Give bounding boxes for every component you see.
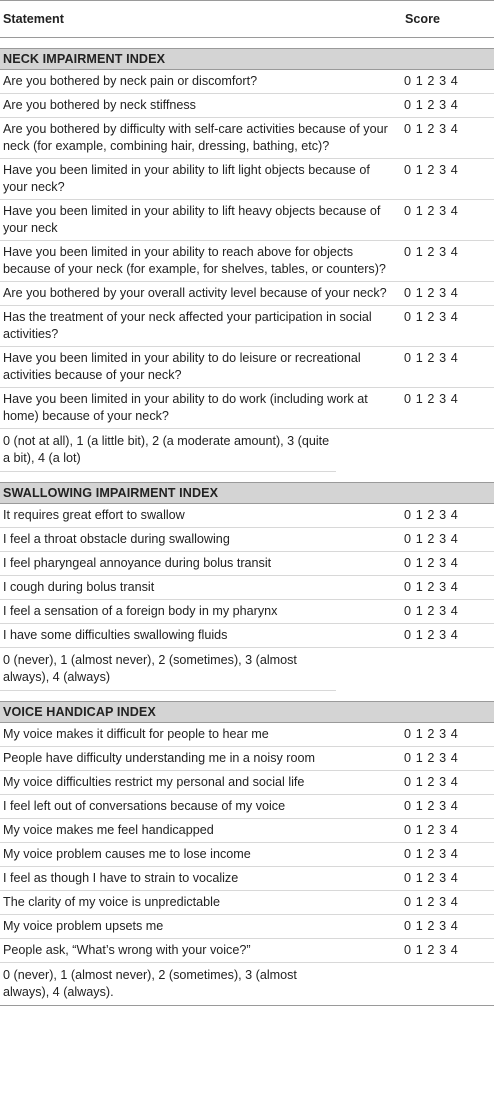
row-statement: I feel a sensation of a foreign body in my pharynx bbox=[3, 604, 278, 618]
table-row bbox=[0, 504, 494, 528]
row-statement: I feel a throat obstacle during swallowing bbox=[3, 532, 230, 546]
table-row bbox=[0, 528, 494, 552]
row-statement: It requires great effort to swallow bbox=[3, 508, 185, 522]
section-title: VOICE HANDICAP INDEX bbox=[0, 701, 494, 723]
table-row bbox=[0, 306, 494, 347]
row-statement: My voice makes me feel handicapped bbox=[3, 823, 214, 837]
row-statement: My voice problem upsets me bbox=[3, 919, 164, 933]
row-score: 0 1 2 3 4 bbox=[404, 392, 459, 406]
row-score: 0 1 2 3 4 bbox=[404, 98, 459, 112]
table-row bbox=[0, 576, 494, 600]
row-statement: My voice difficulties restrict my personal and social life bbox=[3, 775, 305, 789]
row-score: 0 1 2 3 4 bbox=[404, 604, 459, 618]
row-statement: I cough during bolus transit bbox=[3, 580, 155, 594]
row-score: 0 1 2 3 4 bbox=[404, 799, 459, 813]
table-row bbox=[0, 159, 494, 200]
table-row bbox=[0, 915, 494, 939]
row-statement: My voice makes it difficult for people to hear me bbox=[3, 727, 269, 741]
section-legend: 0 (never), 1 (almost never), 2 (sometimes), 3 (almost always), 4 (always) bbox=[0, 648, 336, 691]
row-statement: Are you bothered by neck stiffness bbox=[3, 98, 196, 112]
row-statement: I feel as though I have to strain to vocalize bbox=[3, 871, 239, 885]
row-score: 0 1 2 3 4 bbox=[404, 286, 459, 300]
row-statement: Has the treatment of your neck affected your participation in social activities? bbox=[3, 310, 372, 341]
row-score: 0 1 2 3 4 bbox=[404, 847, 459, 861]
table-row bbox=[0, 867, 494, 891]
table-row bbox=[0, 600, 494, 624]
table-row bbox=[0, 747, 494, 771]
row-score: 0 1 2 3 4 bbox=[404, 823, 459, 837]
table-row bbox=[0, 118, 494, 159]
table-row bbox=[0, 819, 494, 843]
table-row bbox=[0, 843, 494, 867]
table-body bbox=[0, 48, 494, 1006]
row-score: 0 1 2 3 4 bbox=[404, 532, 459, 546]
row-score: 0 1 2 3 4 bbox=[404, 727, 459, 741]
row-score: 0 1 2 3 4 bbox=[404, 310, 459, 324]
row-statement: Have you been limited in your ability to do work (including work at home) because of your neck? bbox=[3, 392, 368, 423]
row-statement: My voice problem causes me to lose income bbox=[3, 847, 251, 861]
row-score: 0 1 2 3 4 bbox=[404, 895, 459, 909]
row-statement: People have difficulty understanding me in a noisy room bbox=[3, 751, 315, 765]
row-score: 0 1 2 3 4 bbox=[404, 204, 459, 218]
row-statement: I feel left out of conversations because of my voice bbox=[3, 799, 286, 813]
row-score: 0 1 2 3 4 bbox=[404, 871, 459, 885]
row-statement: People ask, “What’s wrong with your voice?” bbox=[3, 943, 251, 957]
row-score: 0 1 2 3 4 bbox=[404, 508, 459, 522]
table-row bbox=[0, 388, 494, 429]
row-score: 0 1 2 3 4 bbox=[404, 775, 459, 789]
row-score: 0 1 2 3 4 bbox=[404, 556, 459, 570]
table-row bbox=[0, 347, 494, 388]
row-statement: Are you bothered by neck pain or discomfort? bbox=[3, 74, 258, 88]
row-score: 0 1 2 3 4 bbox=[404, 628, 459, 642]
row-score: 0 1 2 3 4 bbox=[404, 245, 459, 259]
row-score: 0 1 2 3 4 bbox=[404, 74, 459, 88]
row-score: 0 1 2 3 4 bbox=[404, 122, 459, 136]
row-statement: Have you been limited in your ability to lift heavy objects because of your neck bbox=[3, 204, 381, 235]
table-row bbox=[0, 939, 494, 963]
table-row bbox=[0, 891, 494, 915]
table-row bbox=[0, 723, 494, 747]
section-legend: 0 (never), 1 (almost never), 2 (sometimes), 3 (almost always), 4 (always). bbox=[0, 963, 494, 1006]
table-row bbox=[0, 624, 494, 648]
row-score: 0 1 2 3 4 bbox=[404, 163, 459, 177]
row-score: 0 1 2 3 4 bbox=[404, 580, 459, 594]
header-statement: Statement bbox=[3, 11, 64, 26]
table-header bbox=[0, 0, 494, 38]
row-statement: The clarity of my voice is unpredictable bbox=[3, 895, 220, 909]
table-row bbox=[0, 94, 494, 118]
table-row bbox=[0, 200, 494, 241]
row-statement: I have some difficulties swallowing fluids bbox=[3, 628, 228, 642]
row-statement: I feel pharyngeal annoyance during bolus transit bbox=[3, 556, 272, 570]
section-title: NECK IMPAIRMENT INDEX bbox=[0, 48, 494, 70]
row-statement: Have you been limited in your ability to lift light objects because of your neck? bbox=[3, 163, 370, 194]
table-row bbox=[0, 552, 494, 576]
row-statement: Have you been limited in your ability to reach above for objects because of your neck (for example, for shelves, tables, or counters)? bbox=[3, 245, 386, 276]
row-score: 0 1 2 3 4 bbox=[404, 919, 459, 933]
row-score: 0 1 2 3 4 bbox=[404, 943, 459, 957]
table-row bbox=[0, 771, 494, 795]
row-score: 0 1 2 3 4 bbox=[404, 351, 459, 365]
section-title: SWALLOWING IMPAIRMENT INDEX bbox=[0, 482, 494, 504]
header-score: Score bbox=[405, 11, 441, 26]
row-statement: Are you bothered by your overall activity level because of your neck? bbox=[3, 286, 387, 300]
section-legend: 0 (not at all), 1 (a little bit), 2 (a moderate amount), 3 (quite a bit), 4 (a lot) bbox=[0, 429, 336, 472]
row-statement: Are you bothered by difficulty with self-care activities because of your neck (for example, combining hair, dressing, bathing, etc)? bbox=[3, 122, 388, 153]
row-score: 0 1 2 3 4 bbox=[404, 751, 459, 765]
table-row bbox=[0, 70, 494, 94]
table-row bbox=[0, 795, 494, 819]
row-statement: Have you been limited in your ability to do leisure or recreational activities because of your neck? bbox=[3, 351, 361, 382]
table-row bbox=[0, 282, 494, 306]
table-row bbox=[0, 241, 494, 282]
